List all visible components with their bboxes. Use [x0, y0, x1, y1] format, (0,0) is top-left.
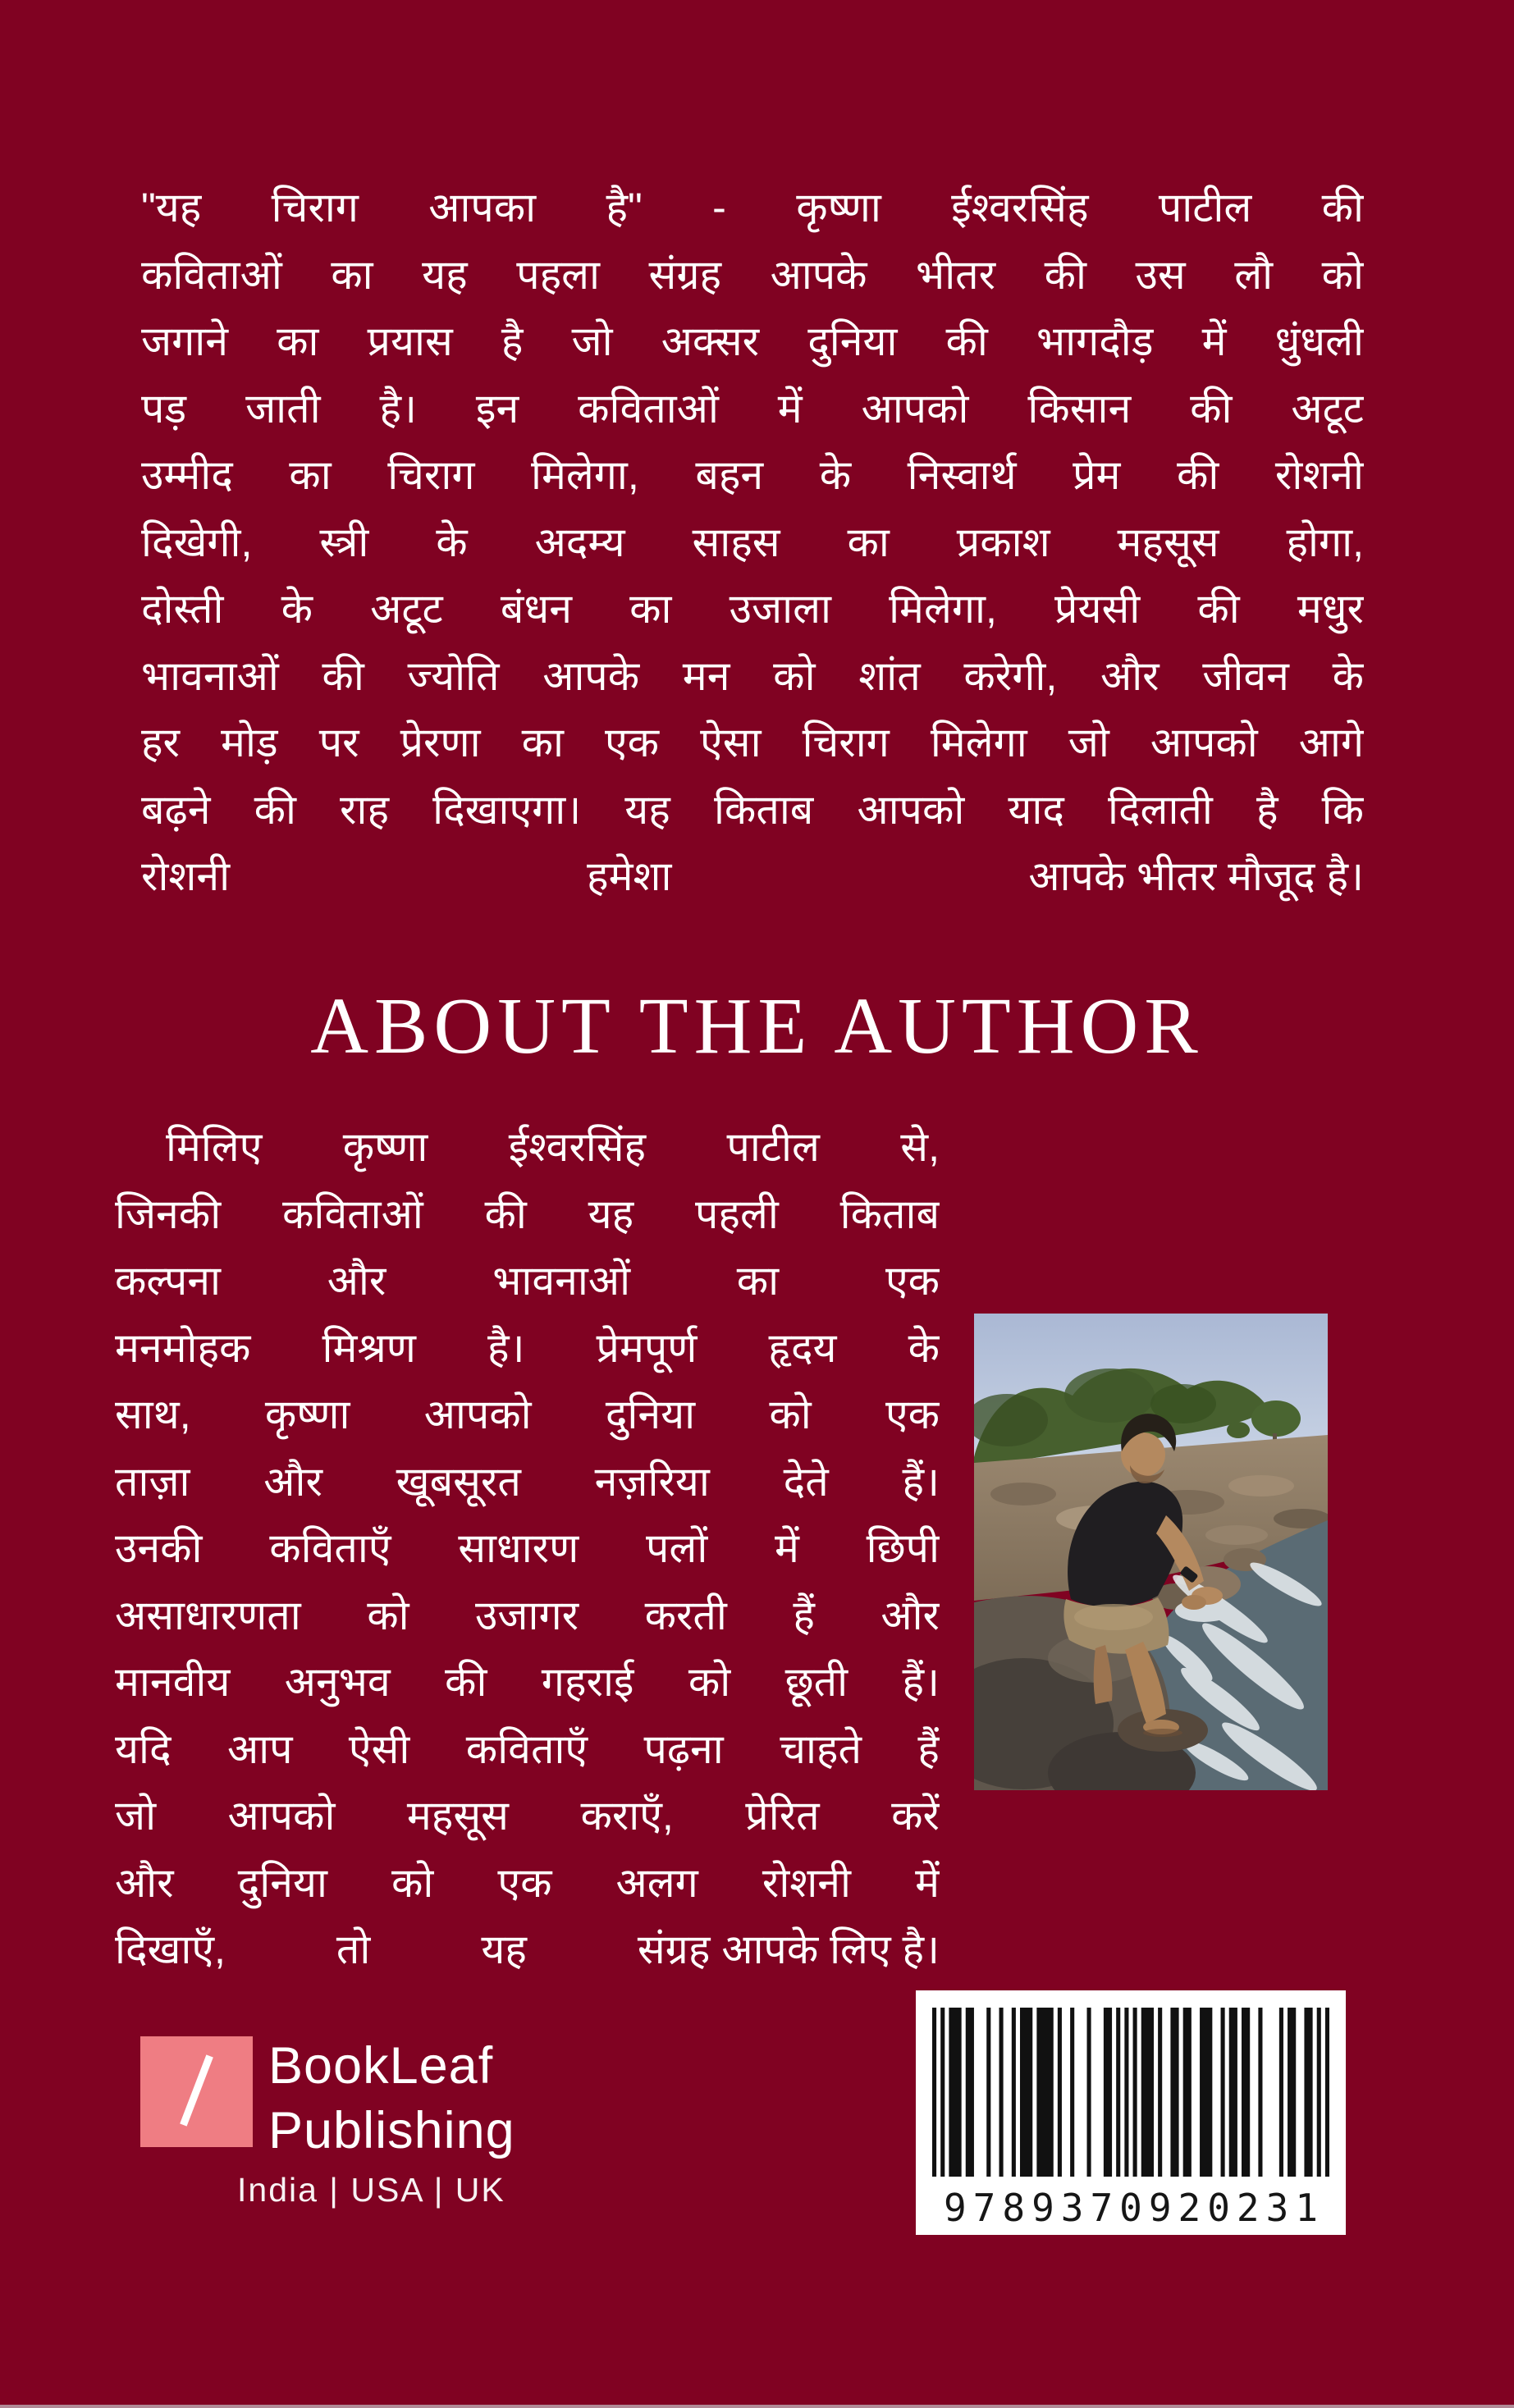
text-line: यह: [481, 1926, 527, 1972]
author-bio-last-line: [115, 1917, 940, 1984]
text-line: उम्मीद का चिराग मिलेगा, बहन के निस्वार्थ प्रेम की रोशनी: [141, 452, 1364, 498]
text-line: तो: [336, 1926, 371, 1972]
photo-tree: [1251, 1400, 1301, 1437]
text-line: मानवीय अनुभव की गहराई को छूती हैं।: [115, 1659, 940, 1705]
text-line: कविताओं का यह पहला संग्रह आपके भीतर की उस लौ को: [141, 251, 1364, 298]
text-line: साथ, कृष्णा आपको दुनिया को एक: [115, 1391, 940, 1437]
publisher-name-line2: Publishing: [268, 2102, 515, 2159]
text-line: कल्पना और भावनाओं का एक: [115, 1258, 940, 1304]
text-line: हर मोड़ पर प्रेरणा का एक ऐसा चिराग मिलेगा जो आपको आगे: [141, 720, 1364, 765]
text-line: यदि आप ऐसी कविताएँ पढ़ना चाहते हैं: [115, 1725, 940, 1772]
text-line: ताज़ा और खूबसूरत नज़रिया देते हैं।: [115, 1458, 940, 1505]
publisher-name-line1: BookLeaf: [268, 2037, 494, 2095]
text-line: "यह चिराग आपका है" - कृष्णा ईश्वरसिंह पाटील की: [141, 185, 1364, 231]
text-line: रोशनी: [141, 853, 231, 899]
text-line: हमेशा: [587, 853, 672, 899]
text-line: आपके भीतर मौजूद है।: [1028, 853, 1364, 899]
text-line: दोस्ती के अटूट बंधन का उजाला मिलेगा, प्रेयसी की मधुर: [141, 586, 1364, 632]
text-line: जो आपको महसूस कराएँ, प्रेरित करें: [115, 1793, 940, 1839]
text-line: जिनकी कविताओं की यह पहली किताब: [115, 1190, 940, 1237]
text-line: संग्रह आपके लिए है।: [637, 1926, 940, 1972]
text-line: और दुनिया को एक अलग रोशनी में: [115, 1859, 940, 1906]
publisher-logo: [140, 2036, 253, 2147]
slash-icon: [180, 2054, 213, 2126]
author-bio-paragraph: [115, 1114, 940, 1917]
text-line: असाधारणता को उजागर करती हैं और: [115, 1592, 940, 1638]
text-line: जगाने का प्रयास है जो अक्सर दुनिया की भागदौड़ में धुंधली: [141, 318, 1364, 364]
text-line: मनमोहक मिश्रण है। प्रेमपूर्ण हृदय के: [115, 1324, 940, 1371]
text-line: भावनाओं की ज्योति आपके मन को शांत करेगी, और जीवन के: [141, 652, 1364, 699]
isbn-number: 9789370920231: [943, 2186, 1325, 2230]
text-line: दिखाएँ,: [115, 1926, 226, 1972]
publisher-name: [268, 2034, 515, 2164]
author-photo: [974, 1314, 1328, 1790]
page-bottom-strip: [0, 2405, 1514, 2408]
publisher-countries: India | USA | UK: [237, 2171, 505, 2209]
text-line: मिलिए कृष्णा ईश्वरसिंह पाटील से,: [166, 1124, 940, 1170]
about-the-author-heading: ABOUT THE AUTHOR: [310, 982, 1204, 1071]
synopsis-last-line: [141, 843, 1364, 911]
text-line: दिखेगी, स्त्री के अदम्य साहस का प्रकाश महसूस होगा,: [141, 519, 1364, 565]
text-line: पड़ जाती है। इन कविताओं में आपको किसान की अटूट: [141, 385, 1364, 432]
text-line: उनकी कविताएँ साधारण पलों में छिपी: [115, 1525, 940, 1571]
isbn-barcode: [916, 1990, 1346, 2235]
barcode-bars: [932, 2008, 1329, 2177]
text-line: बढ़ने की राह दिखाएगा। यह किताब आपको याद दिलाती है कि: [141, 786, 1364, 833]
synopsis-paragraph: [141, 175, 1364, 843]
